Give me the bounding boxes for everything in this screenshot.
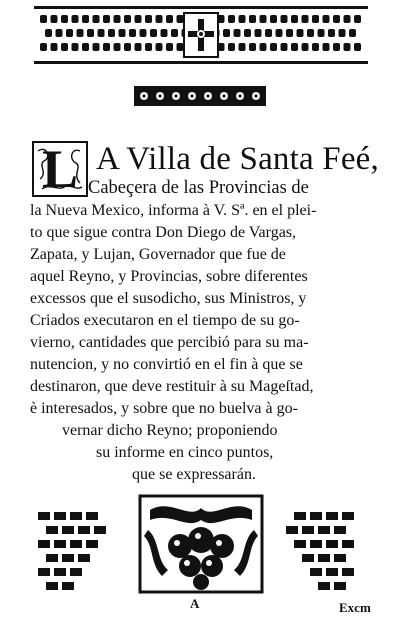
headband-lozenge — [223, 29, 230, 37]
headband-lozenge — [281, 43, 288, 51]
headband-lozenge — [103, 43, 110, 51]
headband-lozenge — [93, 15, 100, 23]
headband-lozenge — [291, 43, 298, 51]
headband-lozenge — [302, 43, 309, 51]
headband-lozenge — [354, 15, 361, 23]
fruit-basket-icon — [140, 496, 262, 592]
headband-lozenge — [239, 43, 246, 51]
headband-lozenge — [82, 43, 89, 51]
headband-lozenge — [312, 43, 319, 51]
body-line: la Nueva Mexico, informa à V. Sª. en el plei- — [30, 202, 317, 219]
headband-lozenge — [270, 15, 277, 23]
headband-lozenge — [45, 29, 52, 37]
headband-lozenge — [291, 15, 298, 23]
tailpiece-ornament — [30, 490, 370, 595]
headband-lozenge — [171, 29, 178, 37]
headband-lozenge — [249, 15, 256, 23]
headband-lozenge — [276, 29, 283, 37]
headband-lozenge — [40, 15, 47, 23]
headband-lozenge — [61, 43, 68, 51]
headband-lozenge — [166, 15, 173, 23]
right-lace-ornament — [286, 512, 354, 590]
signature-mark: A — [190, 596, 200, 611]
headband-lozenge — [56, 29, 63, 37]
headband-ornament — [34, 6, 368, 64]
headband-lozenge — [98, 29, 105, 37]
headband-lozenge — [255, 29, 262, 37]
body-line: Zapata, y Lujan, Governador que fue de — [30, 246, 286, 263]
headband-lozenge — [349, 29, 356, 37]
headband-lozenge — [234, 29, 241, 37]
headband-lozenge — [323, 43, 330, 51]
headband-pattern — [34, 9, 368, 61]
headband-lozenge — [344, 15, 351, 23]
headband-lozenge — [140, 29, 147, 37]
left-lace-ornament — [38, 512, 106, 590]
headband-lozenge — [228, 43, 235, 51]
headband-lozenge — [135, 43, 142, 51]
headband-lozenge — [339, 29, 346, 37]
body-line: aquel Reyno, y Provincias, sobre diferentes — [30, 268, 308, 285]
body-line: to que sigue contra Don Diego de Vargas, — [30, 224, 297, 241]
body-line: destinaron, que deve restituir à su Mageſtad, — [30, 378, 314, 395]
body-line: excessos que el susodicho, sus Ministros, y — [30, 290, 307, 307]
headband-lozenge — [286, 29, 293, 37]
headband-lozenge — [124, 43, 131, 51]
headband-lozenge — [260, 15, 267, 23]
body-line: nutencion, y no convirtió en el fin à que se — [30, 356, 303, 373]
headband-lozenge — [166, 43, 173, 51]
headband-lozenge — [318, 29, 325, 37]
body-line: vierno, cantidades que percibió para su ma- — [30, 334, 309, 351]
title-line-2: Cabeçera de las Provincias de — [88, 178, 309, 198]
body-line: que se expressarán. — [132, 466, 256, 483]
headband-lozenge — [307, 29, 314, 37]
headband-lozenge — [265, 29, 272, 37]
title-line-1: A Villa de Santa Feé, — [96, 141, 379, 177]
small-bar-ornament — [134, 86, 266, 106]
headband-lozenge — [354, 43, 361, 51]
headband-lozenge — [177, 15, 184, 23]
headband-lozenge — [239, 15, 246, 23]
headband-lozenge — [344, 43, 351, 51]
headband-lozenge — [150, 29, 157, 37]
headband-lozenge — [177, 43, 184, 51]
headband-lozenge — [297, 29, 304, 37]
body-line: su informe en cinco puntos, — [96, 444, 274, 461]
headband-lozenge — [228, 15, 235, 23]
headband-lozenge — [156, 15, 163, 23]
headband-lozenge — [129, 29, 136, 37]
headband-lozenge — [156, 43, 163, 51]
headband-lozenge — [323, 15, 330, 23]
headband-lozenge — [249, 43, 256, 51]
headband-lozenge — [77, 29, 84, 37]
headband-lozenge — [328, 29, 335, 37]
body-line: vernar dicho Reyno; proponiendo — [62, 422, 278, 439]
headband-lozenge — [51, 15, 58, 23]
dropcap-letter: L — [41, 139, 79, 199]
headband-lozenge — [72, 15, 79, 23]
catchword: Excm — [339, 600, 371, 615]
headband-lozenge — [145, 15, 152, 23]
headband-lozenge — [82, 15, 89, 23]
body-line: è interesados, y sobre que no buelva à go- — [30, 400, 298, 417]
headband-lozenge — [114, 43, 121, 51]
dropcap-initial — [32, 141, 88, 197]
headband-lozenge — [66, 29, 73, 37]
headband-lozenge — [244, 29, 251, 37]
headband-lozenge — [161, 29, 168, 37]
headband-lozenge — [40, 43, 47, 51]
headband-lozenge — [93, 43, 100, 51]
headband-lozenge — [72, 43, 79, 51]
headband-lozenge — [312, 15, 319, 23]
headband-lozenge — [61, 15, 68, 23]
headband-lozenge — [333, 43, 340, 51]
headband-lozenge — [281, 15, 288, 23]
headband-lozenge — [270, 43, 277, 51]
headband-lozenge — [124, 15, 131, 23]
headband-lozenge — [135, 15, 142, 23]
headband-lozenge — [260, 43, 267, 51]
headband-lozenge — [87, 29, 94, 37]
headband-lozenge — [108, 29, 115, 37]
headband-lozenge — [119, 29, 126, 37]
headband-lozenge — [302, 15, 309, 23]
headband-lozenge — [114, 15, 121, 23]
headband-lozenge — [103, 15, 110, 23]
headband-lozenge — [51, 43, 58, 51]
body-line: Criados executaron en el tiempo de su go- — [30, 312, 300, 329]
headband-lozenge — [145, 43, 152, 51]
headband-lozenge — [333, 15, 340, 23]
